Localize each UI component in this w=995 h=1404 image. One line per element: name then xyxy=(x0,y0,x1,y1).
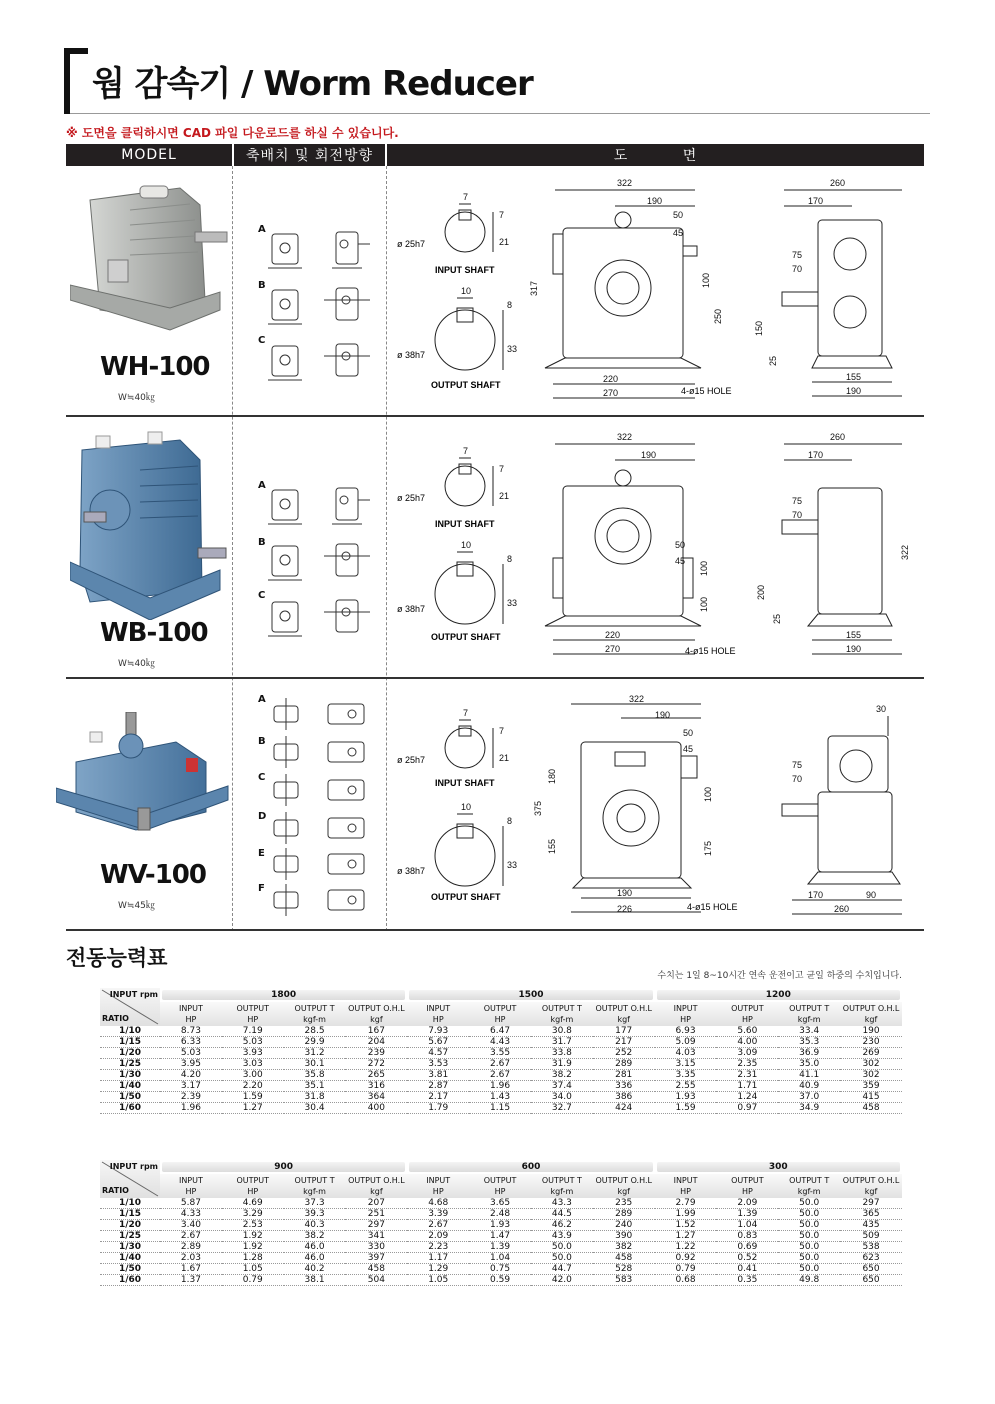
column-header: OUTPUT O.H.L kgf xyxy=(345,1174,407,1198)
column-header: OUTPUT HP xyxy=(469,1002,531,1026)
svg-text:155: 155 xyxy=(846,630,862,640)
svg-text:25: 25 xyxy=(772,613,782,624)
wb100-photo[interactable] xyxy=(70,430,230,620)
column-header: OUTPUT HP xyxy=(469,1174,531,1198)
position-label: C xyxy=(258,590,266,601)
svg-text:33: 33 xyxy=(507,344,518,354)
front-view-drawing xyxy=(525,692,775,924)
column-header: OUTPUT T kgf-m xyxy=(284,1002,346,1026)
model-weight: W≒40㎏ xyxy=(118,393,155,403)
svg-text:ø 25h7: ø 25h7 xyxy=(397,239,426,249)
svg-text:50: 50 xyxy=(675,540,686,550)
svg-text:75: 75 xyxy=(792,250,803,260)
table-row: 1/60 1.96 1.27 30.4 400 1.79 1.15 32.7 424 1.59 0.97 34.9 458 xyxy=(100,1103,902,1114)
svg-text:190: 190 xyxy=(647,196,663,206)
model-name: WV-100 xyxy=(100,860,206,890)
svg-text:INPUT SHAFT: INPUT SHAFT xyxy=(435,778,495,788)
position-label: C xyxy=(258,335,266,346)
svg-text:375: 375 xyxy=(533,800,543,816)
svg-text:170: 170 xyxy=(808,450,824,460)
svg-text:33: 33 xyxy=(507,598,518,608)
svg-text:10: 10 xyxy=(461,540,472,550)
shaft-section-drawing xyxy=(395,706,525,916)
ratio-rpm-corner: INPUT rpm RATIO xyxy=(100,1160,160,1198)
svg-text:7: 7 xyxy=(463,446,469,456)
svg-text:100: 100 xyxy=(699,560,709,576)
rpm-header: 1200 xyxy=(657,990,900,1000)
svg-text:ø 38h7: ø 38h7 xyxy=(397,350,426,360)
svg-text:ø 38h7: ø 38h7 xyxy=(397,604,426,614)
column-separator xyxy=(386,166,387,931)
svg-text:21: 21 xyxy=(499,753,510,763)
svg-text:175: 175 xyxy=(703,840,713,856)
shaft-arrangement-diagram xyxy=(266,696,376,920)
svg-text:7: 7 xyxy=(499,464,505,474)
table-row: 1/50 1.67 1.05 40.2 458 1.29 0.75 44.7 528 0.79 0.41 50.0 650 xyxy=(100,1264,902,1275)
table-row: 1/30 2.89 1.92 46.0 330 2.23 1.39 50.0 382 1.22 0.69 50.0 538 xyxy=(100,1242,902,1253)
svg-text:322: 322 xyxy=(617,178,633,188)
header-drawing: 도 면 xyxy=(387,144,924,166)
ratio-rpm-corner: INPUT rpm RATIO xyxy=(100,988,160,1026)
svg-text:OUTPUT SHAFT: OUTPUT SHAFT xyxy=(431,892,501,902)
svg-text:190: 190 xyxy=(846,386,862,396)
wv100-photo[interactable] xyxy=(56,712,232,862)
column-header: INPUT HP xyxy=(655,1174,717,1198)
table-row: 1/25 3.95 3.03 30.1 272 3.53 2.67 31.9 289 3.15 2.35 35.0 302 xyxy=(100,1059,902,1070)
position-label: B xyxy=(258,736,266,747)
title-rule xyxy=(70,113,930,114)
svg-text:7: 7 xyxy=(463,192,469,202)
svg-text:ø 25h7: ø 25h7 xyxy=(397,755,426,765)
column-header: OUTPUT O.H.L kgf xyxy=(345,1002,407,1026)
svg-text:4-ø15 HOLE: 4-ø15 HOLE xyxy=(681,386,732,396)
column-header: OUTPUT T kgf-m xyxy=(778,1002,840,1026)
table-row: 1/20 5.03 3.93 31.2 239 4.57 3.55 33.8 252 4.03 3.09 36.9 269 xyxy=(100,1048,902,1059)
svg-text:25: 25 xyxy=(768,355,778,366)
svg-text:45: 45 xyxy=(673,228,684,238)
title-bracket xyxy=(64,48,88,114)
rpm-header: 300 xyxy=(657,1162,900,1172)
column-header: OUTPUT T kgf-m xyxy=(284,1174,346,1198)
page-title: 웜 감속기 / Worm Reducer xyxy=(92,64,533,104)
column-separator xyxy=(232,166,233,931)
position-label: D xyxy=(258,811,267,822)
header-shaft: 축배치 및 회전방향 xyxy=(234,144,385,166)
svg-text:200: 200 xyxy=(756,584,766,600)
shaft-arrangement-diagram xyxy=(266,482,376,642)
svg-text:21: 21 xyxy=(499,237,510,247)
svg-text:220: 220 xyxy=(603,374,619,384)
column-header: OUTPUT O.H.L kgf xyxy=(840,1002,902,1026)
column-header: OUTPUT T kgf-m xyxy=(531,1174,593,1198)
column-header: OUTPUT O.H.L kgf xyxy=(840,1174,902,1198)
svg-text:45: 45 xyxy=(683,744,694,754)
svg-text:100: 100 xyxy=(703,786,713,802)
cad-notice: ※ 도면을 클릭하시면 CAD 파일 다운로드를 하실 수 있습니다. xyxy=(66,126,399,140)
svg-text:155: 155 xyxy=(846,372,862,382)
svg-text:100: 100 xyxy=(701,272,711,288)
column-header: OUTPUT O.H.L kgf xyxy=(593,1174,655,1198)
model-weight: W≒45㎏ xyxy=(118,901,155,911)
svg-text:10: 10 xyxy=(461,802,472,812)
model-weight: W≒40㎏ xyxy=(118,659,155,669)
svg-text:30: 30 xyxy=(876,704,887,714)
svg-text:317: 317 xyxy=(529,280,539,296)
position-label: B xyxy=(258,280,266,291)
svg-text:226: 226 xyxy=(617,904,633,914)
svg-text:INPUT SHAFT: INPUT SHAFT xyxy=(435,265,495,275)
column-header: OUTPUT HP xyxy=(222,1174,284,1198)
svg-text:270: 270 xyxy=(605,644,621,654)
svg-text:OUTPUT SHAFT: OUTPUT SHAFT xyxy=(431,632,501,642)
svg-text:50: 50 xyxy=(673,210,684,220)
table-row: 1/25 2.67 1.92 38.2 341 2.09 1.47 43.9 390 1.27 0.83 50.0 509 xyxy=(100,1231,902,1242)
svg-text:322: 322 xyxy=(629,694,645,704)
column-header: OUTPUT T kgf-m xyxy=(531,1002,593,1026)
position-label: A xyxy=(258,224,266,235)
position-label: A xyxy=(258,694,266,705)
svg-text:190: 190 xyxy=(846,644,862,654)
svg-text:322: 322 xyxy=(617,432,633,442)
svg-text:90: 90 xyxy=(866,890,877,900)
svg-text:75: 75 xyxy=(792,496,803,506)
svg-text:150: 150 xyxy=(754,320,764,336)
svg-text:INPUT SHAFT: INPUT SHAFT xyxy=(435,519,495,529)
svg-text:70: 70 xyxy=(792,510,803,520)
table-row: 1/50 2.39 1.59 31.8 364 2.17 1.43 34.0 386 1.93 1.24 37.0 415 xyxy=(100,1092,902,1103)
column-header: OUTPUT HP xyxy=(716,1002,778,1026)
section-note: 수치는 1일 8~10시간 연속 운전이고 균일 하중의 수치입니다. xyxy=(657,971,902,981)
svg-text:ø 38h7: ø 38h7 xyxy=(397,866,426,876)
svg-text:220: 220 xyxy=(605,630,621,640)
rpm-header: 1800 xyxy=(162,990,405,1000)
svg-text:190: 190 xyxy=(655,710,671,720)
svg-text:4-ø15 HOLE: 4-ø15 HOLE xyxy=(685,646,736,656)
shaft-arrangement-diagram xyxy=(266,226,376,386)
wh100-photo[interactable] xyxy=(70,180,230,340)
column-header: OUTPUT HP xyxy=(716,1174,778,1198)
svg-text:45: 45 xyxy=(675,556,686,566)
side-view-drawing xyxy=(752,430,912,662)
svg-text:190: 190 xyxy=(617,888,633,898)
rpm-header: 600 xyxy=(409,1162,652,1172)
svg-text:250: 250 xyxy=(713,308,723,324)
table-row: 1/20 3.40 2.53 40.3 297 2.67 1.93 46.2 240 1.52 1.04 50.0 435 xyxy=(100,1220,902,1231)
table-row: 1/40 2.03 1.28 46.0 397 1.17 1.04 50.0 458 0.92 0.52 50.0 623 xyxy=(100,1253,902,1264)
svg-text:170: 170 xyxy=(808,196,824,206)
svg-text:7: 7 xyxy=(463,708,469,718)
table-row: 1/30 4.20 3.00 35.8 265 3.81 2.67 38.2 281 3.35 2.31 41.1 302 xyxy=(100,1070,902,1081)
svg-text:4-ø15 HOLE: 4-ø15 HOLE xyxy=(687,902,738,912)
row-divider xyxy=(66,929,924,931)
svg-text:70: 70 xyxy=(792,774,803,784)
svg-text:322: 322 xyxy=(900,544,910,560)
column-header: OUTPUT T kgf-m xyxy=(778,1174,840,1198)
svg-text:21: 21 xyxy=(499,491,510,501)
table-row: 1/10 5.87 4.69 37.3 207 4.68 3.65 43.3 235 2.79 2.09 50.0 297 xyxy=(100,1198,902,1209)
header-model: MODEL xyxy=(66,144,232,166)
column-header: OUTPUT O.H.L kgf xyxy=(593,1002,655,1026)
svg-text:100: 100 xyxy=(699,596,709,612)
shaft-section-drawing xyxy=(395,190,525,400)
model-name: WB-100 xyxy=(100,618,208,648)
model-name: WH-100 xyxy=(100,352,210,382)
svg-text:260: 260 xyxy=(830,178,846,188)
svg-text:7: 7 xyxy=(499,210,505,220)
position-label: C xyxy=(258,772,266,783)
column-header: INPUT HP xyxy=(407,1174,469,1198)
column-header: INPUT HP xyxy=(160,1174,222,1198)
svg-text:10: 10 xyxy=(461,286,472,296)
position-label: B xyxy=(258,537,266,548)
table-row: 1/40 3.17 2.20 35.1 316 2.87 1.96 37.4 336 2.55 1.71 40.9 359 xyxy=(100,1081,902,1092)
row-divider xyxy=(66,415,924,417)
table-row: 1/15 4.33 3.29 39.3 251 3.39 2.48 44.5 289 1.99 1.39 50.0 365 xyxy=(100,1209,902,1220)
position-label: A xyxy=(258,480,266,491)
svg-text:170: 170 xyxy=(808,890,824,900)
svg-text:7: 7 xyxy=(499,726,505,736)
front-view-drawing xyxy=(525,430,775,662)
capacity-table-2 xyxy=(100,1160,902,1286)
svg-text:33: 33 xyxy=(507,860,518,870)
row-divider xyxy=(66,677,924,679)
table-row: 1/60 1.37 0.79 38.1 504 1.05 0.59 42.0 583 0.68 0.35 49.8 650 xyxy=(100,1275,902,1286)
column-header: INPUT HP xyxy=(407,1002,469,1026)
rpm-header: 1500 xyxy=(409,990,652,1000)
column-header: INPUT HP xyxy=(160,1002,222,1026)
svg-text:OUTPUT SHAFT: OUTPUT SHAFT xyxy=(431,380,501,390)
section-title: 전동능력표 xyxy=(66,946,168,970)
svg-text:155: 155 xyxy=(547,838,557,854)
shaft-section-drawing xyxy=(395,444,525,654)
svg-text:270: 270 xyxy=(603,388,619,398)
column-header: OUTPUT HP xyxy=(222,1002,284,1026)
position-label: F xyxy=(258,883,265,894)
svg-text:8: 8 xyxy=(507,300,513,310)
svg-text:ø 25h7: ø 25h7 xyxy=(397,493,426,503)
svg-text:8: 8 xyxy=(507,816,513,826)
side-view-drawing xyxy=(752,700,912,924)
svg-text:75: 75 xyxy=(792,760,803,770)
svg-text:180: 180 xyxy=(547,768,557,784)
svg-text:260: 260 xyxy=(830,432,846,442)
svg-text:50: 50 xyxy=(683,728,694,738)
svg-text:70: 70 xyxy=(792,264,803,274)
table-row: 1/10 8.73 7.19 28.5 167 7.93 6.47 30.8 177 6.93 5.60 33.4 190 xyxy=(100,1026,902,1037)
side-view-drawing xyxy=(752,176,912,408)
table-row: 1/15 6.33 5.03 29.9 204 5.67 4.43 31.7 217 5.09 4.00 35.3 230 xyxy=(100,1037,902,1048)
position-label: E xyxy=(258,848,265,859)
svg-text:190: 190 xyxy=(641,450,657,460)
svg-text:260: 260 xyxy=(834,904,850,914)
column-header: INPUT HP xyxy=(655,1002,717,1026)
svg-text:8: 8 xyxy=(507,554,513,564)
capacity-table-1 xyxy=(100,988,902,1114)
rpm-header: 900 xyxy=(162,1162,405,1172)
front-view-drawing xyxy=(525,176,775,408)
